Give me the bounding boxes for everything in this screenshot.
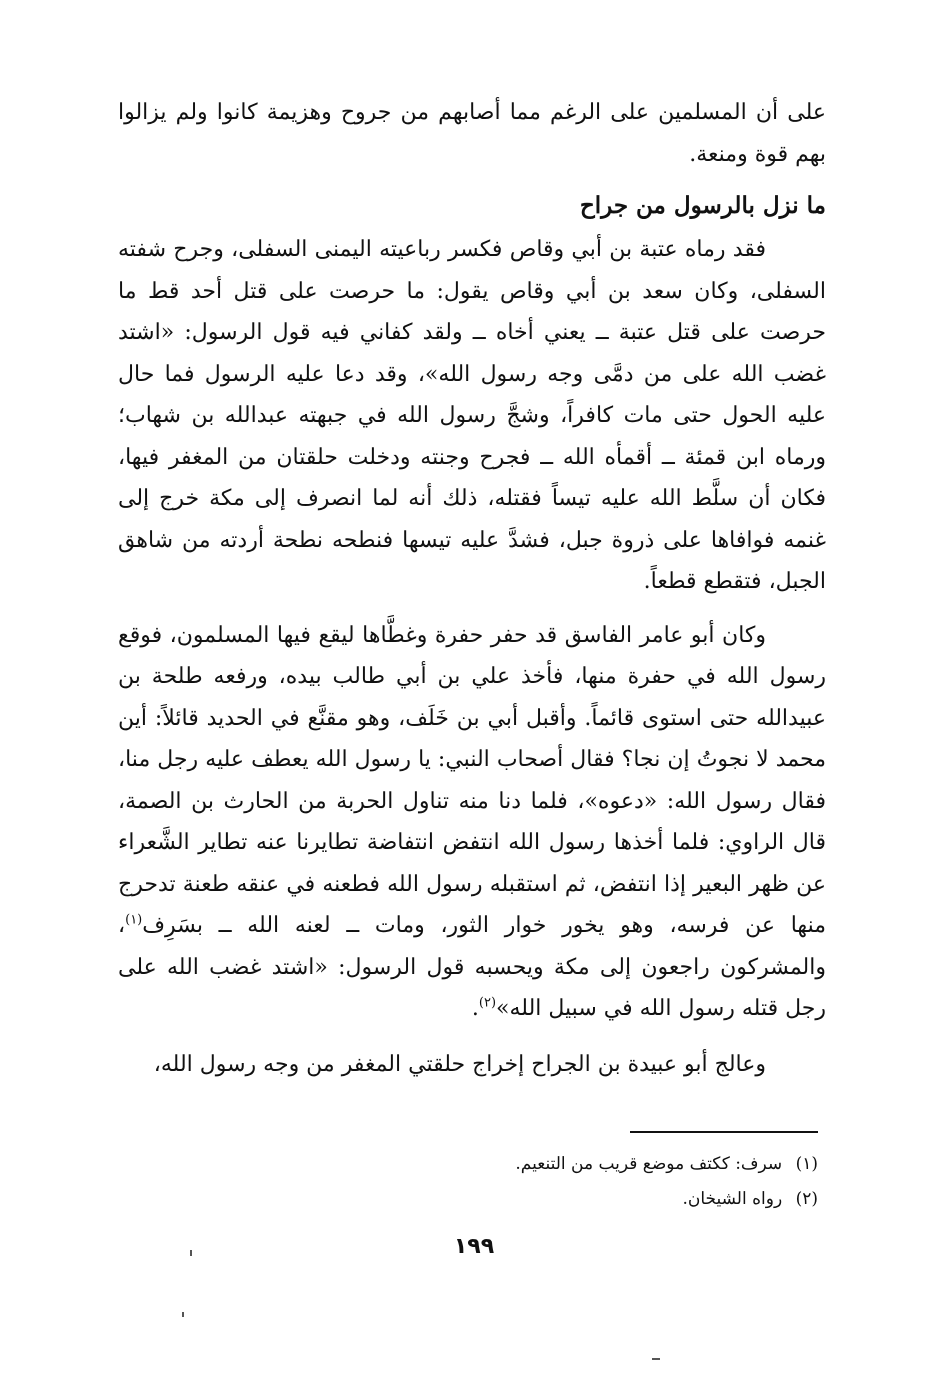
scan-speck (190, 1250, 192, 1256)
paragraph-1: فقد رماه عتبة بن أبي وقاص فكسر رباعيته اليمنى السفلى، وجرح شفته السفلى، وكان سعد بن أبي وقاص يقول: ما حرصت على قتل أحد قط ما حرصت على قتل عتبة ــ يعني أخاه ــ ولقد كفاني فيه قول الرسول: «اشتد غضب الله على من دمَّى وجه رسول الله»، وقد دعا عليه الرسول فما حال عليه الحول حتى مات كافراً، وشجَّ رسول الله في جبهته عبدالله بن شهاب؛ ورماه ابن قمئة ــ أقمأه الله ــ فجرح وجنته ودخلت حلقتان من المغفر فيها، فكان أن سلَّط الله عليه تيساً فقتله، ذلك أنه لما انصرف إلى مكة خرج إلى غنمه فوافاها على ذروة جبل، فشدَّ عليه تيسها فنطحه نطحة أردته من شاهق الجبل، فتقطع قطعاً. (118, 237, 826, 594)
paragraph-2 (118, 615, 826, 1030)
scan-speck (182, 1312, 184, 1317)
footnote-ref-2: (٢) (478, 995, 497, 1011)
page-body (118, 92, 826, 1085)
footnote-text: رواه الشيخان. (682, 1189, 783, 1209)
paragraph-2-end: . (471, 996, 479, 1021)
footnote-divider (630, 1131, 818, 1133)
paragraph-2-middle: ، والمشركون راجعون إلى مكة ويحسبه قول الرسول: «اشتد غضب الله على رجل قتله رسول الله في سبيل الله» (118, 913, 826, 1021)
paragraph-2-main: وكان أبو عامر الفاسق قد حفر حفرة وغطَّاها ليقع فيها المسلمون، فوقع رسول الله في حفرة منها، فأخذ علي بن أبي طالب بيده، ورفعه طلحة بن عبيدالله حتى استوى قائماً. وأقبل أبي بن خَلَف، وهو مقنَّع في الحديد قائلاً: أين محمد لا نجوتُ إن نجا؟ فقال أصحاب النبي: يا رسول الله يعطف عليه رجل منا، فقال رسول الله: «دعوه»، فلما دنا منه تناول الحربة من الحارث بن الصمة، قال الراوي: فلما أخذها رسول الله انتفض انتفاضة تطايرنا عنه تطاير الشَّعراء عن ظهر البعير إذا انتفض، ثم استقبله رسول الله فطعنه في عنقه طعنة تدحرج منها عن فرسه، وهو يخور خوار الثور، ومات ــ لعنه الله ــ بسَرِف (118, 622, 826, 938)
footnote-number: (١) (795, 1154, 818, 1174)
footnote-number: (٢) (795, 1189, 818, 1209)
section-heading: ما نزل بالرسول من جراح (579, 192, 826, 219)
opening-paragraph: على أن المسلمين على الرغم مما أصابهم من جروح وهزيمة كانوا ولم يزالوا بهم قوة ومنعة. (118, 100, 826, 167)
scan-speck (652, 1358, 660, 1360)
page-number: ١٩٩ (453, 1234, 495, 1259)
footnote-ref-1: (١) (125, 912, 143, 928)
paragraph-3: وعالج أبو عبيدة بن الجراح إخراج حلقتي المغفر من وجه رسول الله، (153, 1051, 766, 1077)
footnote-text: سرف: ككتف موضع قريب من التنعيم. (515, 1154, 783, 1174)
footnotes (218, 1147, 818, 1217)
footnote-1 (218, 1147, 818, 1182)
footnote-2 (218, 1182, 818, 1217)
